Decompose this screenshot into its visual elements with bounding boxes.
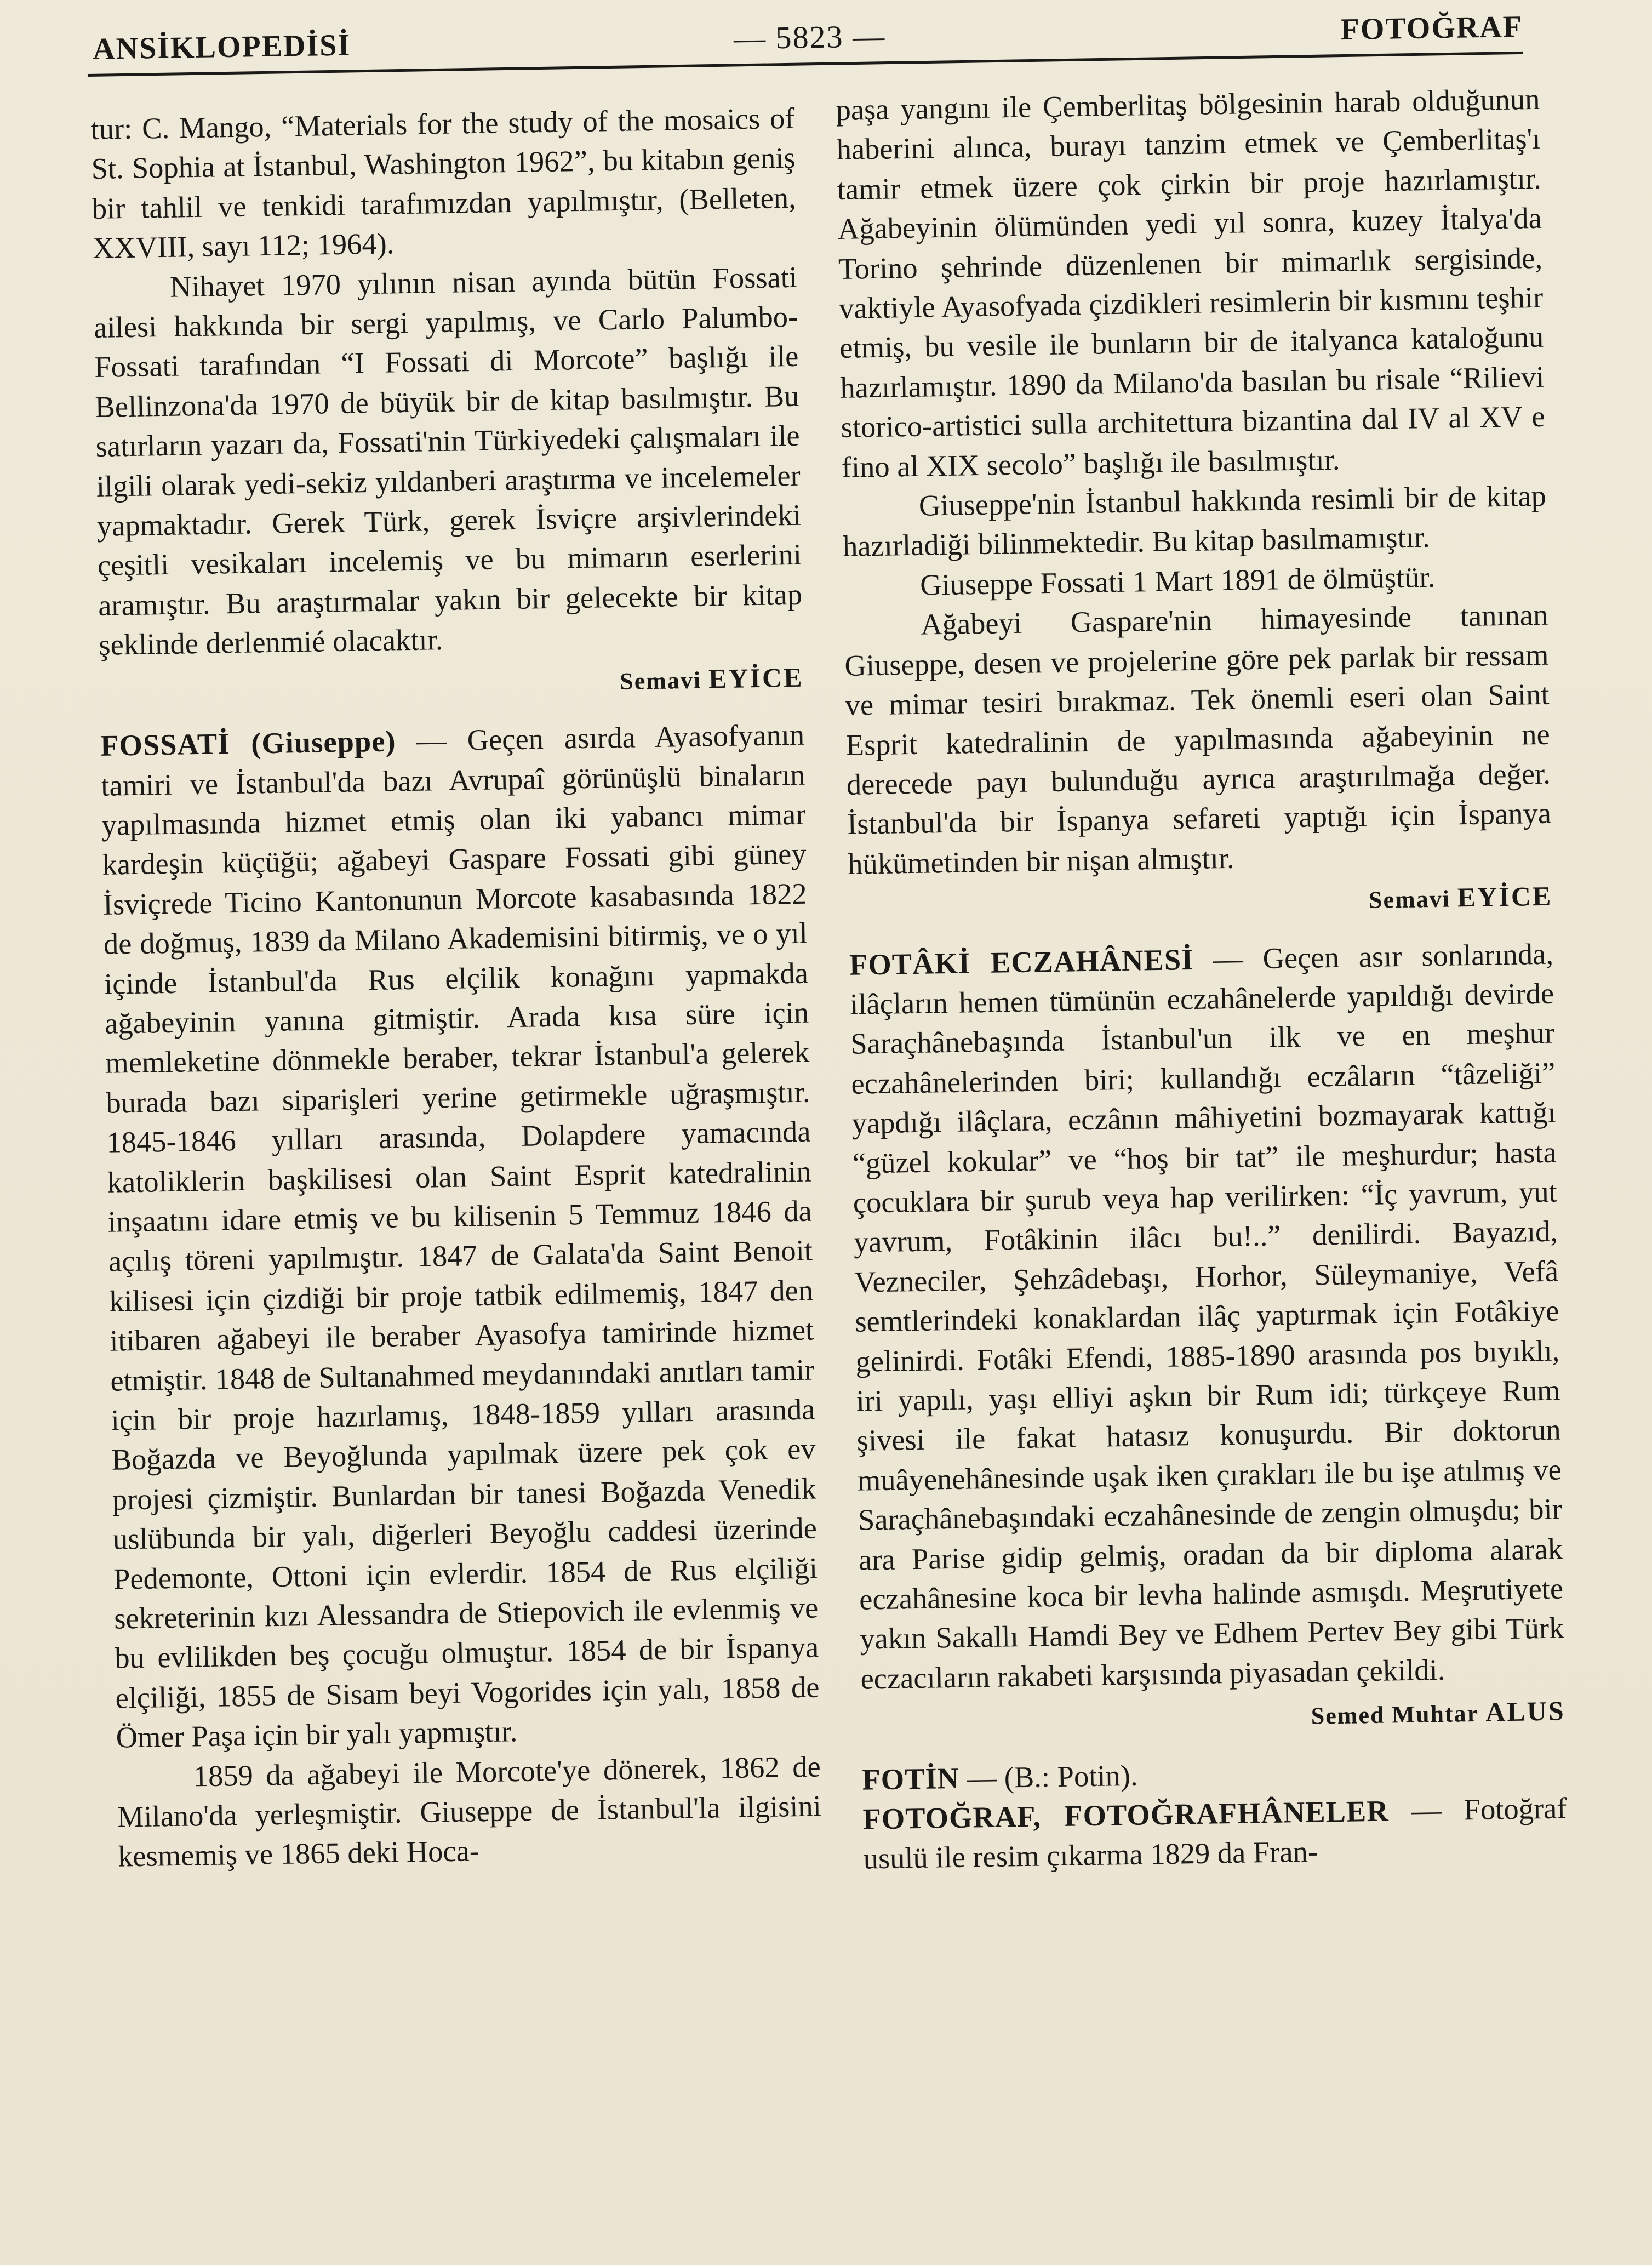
author-last-name: EYİCE xyxy=(708,661,804,694)
paragraph: Giuseppe'nin İstanbul hakkında resimli bir de kitap hazırladiği bilinmektedir. Bu kitap basılmamıştır. xyxy=(842,478,1547,563)
author-first-name: Semed Muhtar xyxy=(1311,1700,1479,1730)
paragraph: 1859 da ağabeyi ile Morcote'ye dönerek, 1862 de Milano'da yerleşmiştir. Giuseppe de İstanbul'la ilgisini kesmemiş ve 1865 deki Hoca- xyxy=(117,1749,822,1874)
entry-text: — (B.: Potin). xyxy=(959,1758,1138,1795)
entry-text: — Geçen asır sonlarında, ilâçların hemen tümünün eczahânelerde yapıldığı devirde Saraçhânebaşında İstanbul'un ilk ve en meşhur eczahânelerinden biri; kullandığı eczâların “tâzeliği” yapdığı ilâçlara, eczânın mâhiyetini bozmayarak kattığı “güzel kokular” ve “hoş bir tat” ile meşhurdur; hasta çocuklara bir şurub veya hap verilirken: “İç yavrum, yut yavrum, Fotâkinin ilâcı bu!..” denilirdi. Bayazıd, Vezneciler, Şehzâdebaşı, Horhor, Süleymaniye, Vefâ semtlerindeki konaklardan ilâç yaptırmak için Fotâkiye gelinirdi. Fotâki Efendi, 1885-1890 arasında pos bıyıklı, iri yapılı, yaşı elliyi aşkın bir Rum idi; türkçeye Rum şivesi ile fakat hatasız konuşurdu. Bir doktorun muâyenehânesinde uşak iken çırakları ile bu işe atılmış ve Saraçhânebaşındaki eczahânesinde de zengin olmuşdu; bir ara Parise gidip gelmiş, oradan da bir diploma alarak eczahânesine koca bir levha halinde asmışdı. Meşrutiyete yakın Sakallı Hamdi Bey ve Edhem Pertev Bey gibi Türk eczacıların rakabeti karşısında piyasadan çekildi. xyxy=(849,937,1564,1696)
paragraph: Giuseppe Fossati 1 Mart 1891 de ölmüştür. xyxy=(919,560,1436,602)
paragraph: tur: C. Mango, “Materials for the study of the mosaics of St. Sophia at İstanbul, Washington 1962”, bu kitabın geniş bir tahlil ve tenkidi tarafımızdan yapılmıştır, (Belleten, XXVIII, sayı 112; 1964). xyxy=(90,101,797,265)
paragraph: paşa yangını ile Çemberlitaş bölgesinin harab olduğunun haberini alınca, burayı tanzim etmek ve Çemberlitaş'ı tamir etmek üzere çok çirkin bir proje hazırlamıştır. Ağabeyinin ölümünden yedi yıl sonra, kuzey İtalya'da Torino şehrinde düzenlenen bir mimarlık sergisinde, vaktiyle Ayasofyada çizdikleri resimlerin bir kısmını teşhir etmiş, bu vesile ile bunların bir de italyanca kataloğunu hazırlamıştır. 1890 da Milano'da basılan bu risale “Rilievi storico-artistici sulla architettura bizantina dal IV al XV e fino al XIX secolo” başlığı ile basılmıştır. xyxy=(836,82,1545,484)
entry-fotaki-eczahanesi xyxy=(849,934,1564,1699)
author-last-name: ALUS xyxy=(1485,1695,1566,1727)
header-title: ANSİKLOPEDİSİ xyxy=(92,28,351,66)
author-first-name: Semavi xyxy=(619,666,702,695)
paragraph: Ağabeyi Gaspare'nin himayesinde tanınan Giuseppe, desen ve projelerine göre pek parlak bir ressam ve mimar tesiri bırakmaz. Tek önemli eseri olan Saint Esprit katedralinin de yapılmasında ağabeyinin ne derecede payı bulunduğu ayrıca araştırılmağa değer. İstanbul'da bir İspanya sefareti yaptığı için İspanya hükümetinden bir nişan almıştır. xyxy=(844,597,1552,881)
author-signature xyxy=(99,657,804,710)
entry-title: FOTÂKİ ECZAHÂNESİ xyxy=(849,942,1194,982)
entry-fossati-giuseppe xyxy=(100,715,820,1758)
author-last-name: EYİCE xyxy=(1457,880,1553,913)
entry-text: — Geçen asırda Ayasofyanın tamiri ve İstanbul'da bazı Avrupaî görünüşlü binaların yapılmasında hizmet etmiş olan iki yabancı mimar kardeşin küçüğü; ağabeyi Gaspare Fossati gibi güney İsviçrede Ticino Kantonunun Morcote kasabasında 1822 de doğmuş, 1839 da Milano Akademisini bitirmiş, ve o yıl içinde İstanbul'da Rus elçilik konağını yapmakda ağabeyinin yanına gitmiştir. Arada kısa süre için memleketine dönmekle beraber, tekrar İstanbul'a gelerek burada bazı siparişleri yerine getirmekle uğraşmıştır. 1845-1846 yılları arasında, Dolapdere yamacında katoliklerin başkilisesi olan Saint Esprit katedralinin inşaatını idare etmiş ve bu kilisenin 5 Temmuz 1846 da açılış töreni yapılmıştır. 1847 de Galata'da Saint Benoit kilisesi için çizdiği bir proje tatbik edilmemiş, 1847 den itibaren ağabeyi ile beraber Ayasofya tamirinde hizmet etmiştir. 1848 de Sultanahmed meydanındaki anıtları tamir için bir proje hazırlamış, 1848-1859 yılları arasında Boğazda ve Beyoğlunda yapılmak üzere pek çok ev projesi çizmiştir. Bunlardan bir tanesi Boğazda Venedik uslübunda bir yalı, diğerleri Beyoğlu caddesi üzerinde Pedemonte, Ottoni için evlerdir. 1854 de Rus elçiliği sekreterinin kızı Alessandra de Stiepovich ile evlenmiş ve bu evlilikden beş çocuğu olmuştur. 1854 de bir İspanya elçiliği, 1855 de Sisam beyi Vogorides için yalı, 1858 de Ömer Paşa için bir yalı yapmıştır. xyxy=(100,717,820,1754)
paragraph: Nihayet 1970 yılının nisan ayında bütün Fossati ailesi hakkında bir sergi yapılmış, ve Carlo Palumbo-Fossati tarafından “I Fossati di Morcote” başlığı ile Bellinzona'da 1970 de büyük bir de kitap basılmıştır. Bu satırların yazarı da, Fossati'nin Türkiyedeki çalışmaları ile ilgili olarak yedi-sekiz yıldanberi araştırma ve incelemeler yapmaktadır. Gerek Türk, gerek İsviçre arşivlerindeki çeşitli vesikaları incelemiş ve bu mimarın eserlerini aramıştır. Bu araştırmalar yakın bir gelecekte bir kitap şeklinde derlenmié olacaktır. xyxy=(93,260,803,662)
entry-title: FOSSATİ (Giuseppe) xyxy=(100,724,397,762)
header-section: FOTOĞRAF xyxy=(1340,9,1523,47)
entry-title: FOTOĞRAF, FOTOĞRAFHÂNELER xyxy=(862,1794,1390,1836)
page-header xyxy=(87,0,1523,77)
page-number: — 5823 — xyxy=(733,18,886,56)
author-signature xyxy=(848,876,1553,929)
author-first-name: Semavi xyxy=(1368,885,1451,914)
entry-fotograf xyxy=(862,1788,1568,1879)
author-signature xyxy=(861,1691,1565,1744)
entry-title: FOTİN xyxy=(861,1761,960,1796)
right-column xyxy=(836,79,1568,1879)
left-column xyxy=(90,99,822,1877)
entry-text: — Fotoğraf usulü ile resim çıkarma 1829 da Fran- xyxy=(863,1791,1567,1876)
